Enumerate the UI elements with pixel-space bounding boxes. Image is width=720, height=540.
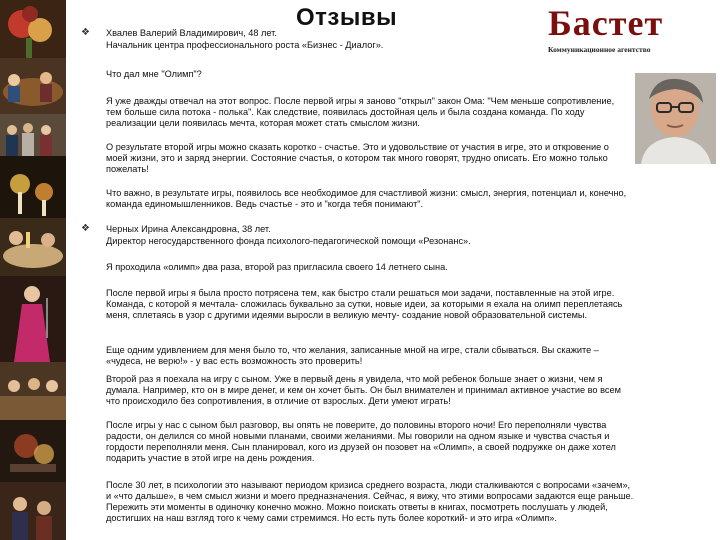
review1-paragraph: Что важно, в результате игры, появилось все необходимое для счастливой жизни: смысл, энергия, потенциал и, конечно, команда единомышленников. Ведь счастье - это и "когда тебя понимают". (106, 188, 627, 209)
review2-paragraph: После игры у нас с сыном был разговор, вы опять не поверите, до половины второго ночи! Его переполняли чувства радости, он делился со мной новыми планами, своими желаниями. Мы говорили на одном языке и чувства счастья и гордости переполняли меня. Сын планировал, кого из друзей он позовет на «Олимп», а своей подружке он даже хотел подарить участие в этой игре на день рождения. (106, 420, 616, 463)
logo-subtitle: Коммуникационное агентство (548, 45, 651, 54)
logo-word: Бастет (548, 3, 664, 43)
photo-hall (0, 362, 66, 420)
photo-evening (0, 420, 66, 482)
photo-dinner (0, 218, 66, 276)
review2-paragraph: Еще одним удивлением для меня было то, что желания, записанные мной на игре, стали сбываться. Вы скажите – «чудеса, не верю!» - у вас есть возможность это проверить! (106, 345, 599, 366)
review2-paragraph: Второй раз я поехала на игру с сыном. Уже в первый день я увидела, что мой ребенок больше знает о жизни, чем я думала. Например, кто он в мире денег, и кем он хочет быть. Он был внимателен и принимал активное участие во всем что происходило без сопротивления, в отличие от взрослых. Дети умеют играть! (106, 374, 621, 406)
review2-name: Черных Ирина Александровна, 38 лет. (106, 224, 271, 234)
photo-bouquet (0, 0, 66, 58)
review1-paragraph: О результате второй игры можно сказать коротко - счастье. Это и удовольствие от участия в игре, это и откровение о моей жизни, это и заряд энергии. Состояние счастья, о котором так много говорят, трудно описать. Его можно только пожелать! (106, 142, 609, 174)
review2-paragraph: Я проходила «олимп» два раза, второй раз пригласила своего 14 летнего сына. (106, 262, 448, 272)
photo-gathering (0, 58, 66, 114)
photo-group (0, 114, 66, 156)
photo-candles (0, 156, 66, 218)
page-title: Отзывы (296, 4, 398, 31)
review2-paragraph: После первой игры я была просто потрясена тем, как быстро стали решаться мои задачи, поставленные на этой игре. Команда, с которой я мечтала- сложилась буквально за сутки, новые идеи, за которыми я ехала на олимп переплетаясь меня, сплетаясь в узор с другими идеями выросли в великую мечту- создание новой образовательной системы. (106, 288, 623, 320)
review1-paragraph: Что дал мне "Олимп"? (106, 69, 202, 79)
portrait-photo (635, 73, 716, 164)
left-photo-strip (0, 0, 66, 540)
review1-name: Хвалев Валерий Владимирович, 48 лет. (106, 28, 277, 38)
review1-paragraph: Я уже дважды отвечал на этот вопрос. После первой игры я заново "открыл" закон Ома: "Чем меньше сопротивление, тем больше сила потока - полька". Как следствие, появилась достойная цель и была создана команда. По ходу реализации цели появилась мечта, которая может стать смыслом жизни. (106, 96, 615, 128)
bullet-icon: ❖ (81, 27, 90, 38)
review1-position: Начальник центра профессионального роста «Бизнес - Диалог». (106, 40, 384, 50)
bullet-icon: ❖ (81, 223, 90, 234)
review2-paragraph: После 30 лет, в психологии это называют периодом кризиса среднего возраста, люди сталкиваются с вопросами «зачем», и «что дальше», в чем смысл жизни и моего предназначения. Сейчас, я вижу, что этими вопросами задаются еще раньше. Пережить эти моменты в одиночку конечно можно. Можно поискать ответы в книгах, посмотреть послушать у людей, достигших на наш взгляд того к чему сами стремимся. Но есть путь более короткий- и это игра «Олимп». (106, 480, 634, 523)
photo-singer (0, 276, 66, 362)
photo-bottom (0, 482, 66, 540)
review2-position: Директор негосударственного фонда психолого-педагогической помощи «Резонанс». (106, 236, 471, 246)
